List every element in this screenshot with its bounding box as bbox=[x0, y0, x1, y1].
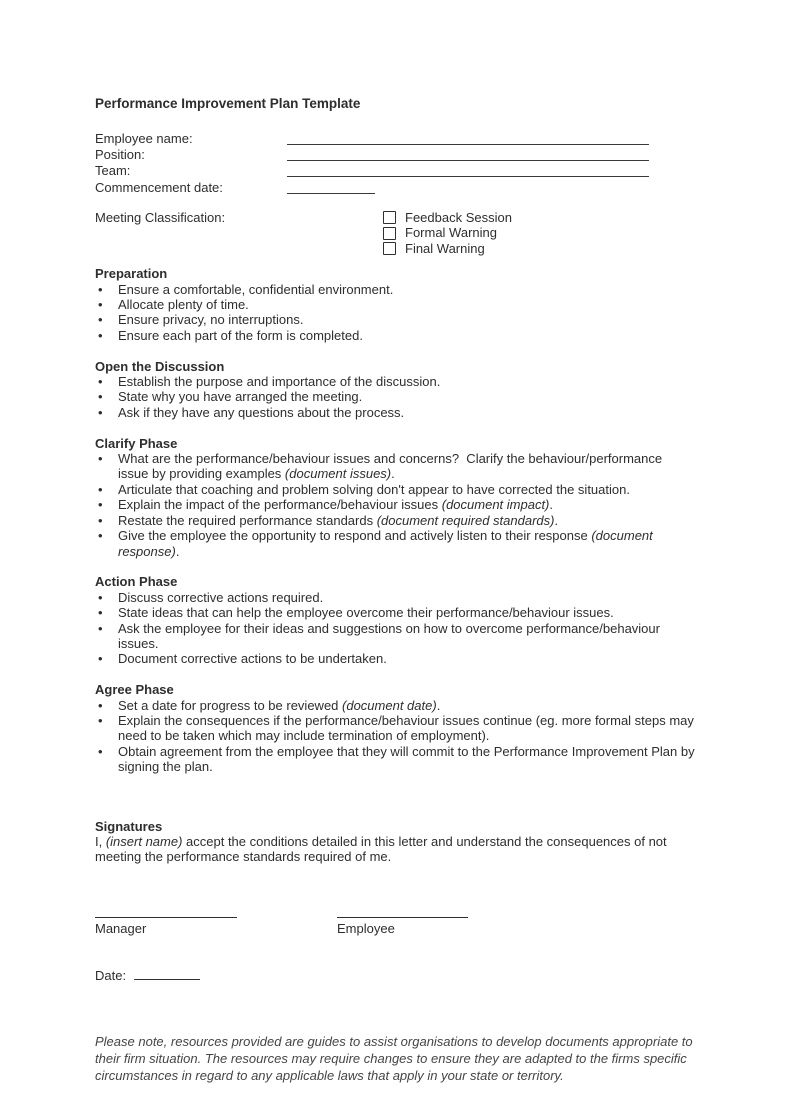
bullet-marker: • bbox=[98, 512, 103, 528]
signature-spacer bbox=[237, 917, 337, 937]
section-title: Action Phase bbox=[95, 574, 178, 590]
bullet-marker: • bbox=[98, 404, 103, 420]
form-field-row bbox=[95, 180, 695, 196]
bullet-item bbox=[95, 528, 695, 559]
bullet-marker: • bbox=[98, 651, 103, 667]
bullet-marker: • bbox=[98, 497, 103, 513]
meeting-option-label: Formal Warning bbox=[405, 225, 497, 241]
date-row bbox=[95, 967, 695, 984]
meeting-option bbox=[383, 225, 512, 240]
bullet-text: Ensure privacy, no interruptions. bbox=[118, 312, 304, 328]
meeting-options bbox=[383, 210, 512, 256]
page-title: Performance Improvement Plan Template bbox=[95, 96, 361, 111]
bullet-text: Ensure a comfortable, confidential environment. bbox=[118, 281, 394, 297]
bullet-item bbox=[95, 590, 695, 605]
field-input-line[interactable] bbox=[287, 147, 649, 161]
bullet-text: Give the employee the opportunity to respond and actively listen to their response (document response). bbox=[118, 528, 657, 559]
field-input-line[interactable] bbox=[287, 180, 375, 194]
date-label: Date: bbox=[95, 968, 127, 984]
bullet-item bbox=[95, 497, 695, 512]
bullet-text: Ask the employee for their ideas and suggestions on how to overcome performance/behaviour issues. bbox=[118, 620, 664, 651]
bullet-marker: • bbox=[98, 589, 103, 605]
bullet-marker: • bbox=[98, 743, 103, 759]
checkbox[interactable] bbox=[383, 242, 396, 255]
field-label: Employee name: bbox=[95, 130, 193, 146]
section-title: Agree Phase bbox=[95, 682, 174, 698]
manager-signature-block bbox=[95, 917, 237, 937]
signatures-title: Signatures bbox=[95, 818, 163, 834]
bullet-item bbox=[95, 405, 695, 420]
bullet-text: Discuss corrective actions required. bbox=[118, 589, 324, 605]
bullet-marker: • bbox=[98, 389, 103, 405]
bullet-text: Restate the required performance standards (document required standards). bbox=[118, 512, 559, 528]
manager-signature-line[interactable] bbox=[95, 917, 237, 918]
bullet-marker: • bbox=[98, 451, 103, 467]
fields bbox=[95, 131, 695, 197]
bullet-item bbox=[95, 743, 699, 775]
field-label: Commencement date: bbox=[95, 179, 223, 195]
field-label: Position: bbox=[95, 146, 145, 162]
bullet-text: Ask if they have any questions about the process. bbox=[118, 404, 405, 420]
section-title: Preparation bbox=[95, 266, 168, 282]
bullet-marker: • bbox=[98, 481, 103, 497]
bullet-text: Obtain agreement from the employee that they will commit to the Performance Improvement Plan by signing the plan. bbox=[118, 743, 699, 775]
bullet-text: Ensure each part of the form is completed. bbox=[118, 327, 363, 343]
checkbox[interactable] bbox=[383, 227, 396, 240]
bullet-text: Allocate plenty of time. bbox=[118, 297, 249, 313]
meeting-option-label: Final Warning bbox=[405, 240, 485, 256]
bullet-marker: • bbox=[98, 697, 103, 713]
footer-note: Please note, resources provided are guides to assist organisations to develop documents appropriate to their firm situation. The resources may require changes to ensure they are adapted to the firms specific circumstances in regard to any applicable laws that apply in your state or territory. bbox=[95, 1033, 693, 1083]
employee-label: Employee bbox=[337, 920, 395, 936]
meeting-option-label: Feedback Session bbox=[405, 210, 512, 226]
sections bbox=[95, 266, 699, 775]
bullet-marker: • bbox=[98, 605, 103, 621]
bullet-item bbox=[95, 282, 695, 297]
employee-signature-block bbox=[337, 917, 468, 937]
bullet-marker: • bbox=[98, 281, 103, 297]
signature-lines bbox=[95, 917, 695, 937]
bullet-item bbox=[95, 297, 695, 312]
bullet-item bbox=[95, 513, 695, 528]
field-label: Team: bbox=[95, 163, 131, 179]
bullet-text: State ideas that can help the employee overcome their performance/behaviour issues. bbox=[118, 605, 614, 621]
form-field-row bbox=[95, 163, 695, 179]
bullet-item bbox=[95, 698, 695, 713]
bullet-item bbox=[95, 651, 695, 666]
bullet-text: Document corrective actions to be undertaken. bbox=[118, 651, 387, 667]
employee-signature-line[interactable] bbox=[337, 917, 468, 918]
bullet-marker: • bbox=[98, 528, 103, 544]
meeting-classification-label: Meeting Classification: bbox=[95, 210, 226, 226]
bullet-marker: • bbox=[98, 312, 103, 328]
bullet-text: State why you have arranged the meeting. bbox=[118, 389, 363, 405]
bullet-marker: • bbox=[98, 374, 103, 390]
field-input-line[interactable] bbox=[287, 163, 649, 177]
form-field-row bbox=[95, 131, 695, 147]
date-input-line[interactable] bbox=[134, 967, 200, 980]
bullet-marker: • bbox=[98, 620, 103, 636]
bullet-item bbox=[95, 374, 695, 389]
bullet-text: Explain the impact of the performance/behaviour issues (document impact). bbox=[118, 497, 554, 513]
bullet-text: What are the performance/behaviour issues and concerns? Clarify the behaviour/performance issue by providing examples (document issues). bbox=[118, 451, 666, 482]
field-input-line[interactable] bbox=[287, 131, 649, 145]
form-field-row bbox=[95, 147, 695, 163]
checkbox[interactable] bbox=[383, 211, 396, 224]
signatures-section bbox=[95, 819, 695, 984]
bullet-item bbox=[95, 328, 695, 343]
meeting-option bbox=[383, 210, 512, 225]
bullet-item bbox=[95, 605, 695, 620]
bullet-item bbox=[95, 312, 695, 327]
meeting-option bbox=[383, 241, 512, 256]
bullet-item bbox=[95, 712, 698, 744]
bullet-text: Explain the consequences if the performance/behaviour issues continue (eg. more formal steps may need to be taken which may include termination of employment). bbox=[118, 712, 698, 744]
meeting-classification bbox=[95, 210, 695, 256]
section-title: Open the Discussion bbox=[95, 358, 225, 374]
bullet-marker: • bbox=[98, 712, 103, 728]
bullet-item bbox=[95, 451, 695, 482]
bullet-marker: • bbox=[98, 327, 103, 343]
bullet-text: Set a date for progress to be reviewed (document date). bbox=[118, 697, 441, 713]
signature-statement: I, (insert name) accept the conditions detailed in this letter and understand the consequences of not meeting the performance standards required of me. bbox=[95, 833, 671, 865]
section-title: Clarify Phase bbox=[95, 435, 178, 451]
bullet-marker: • bbox=[98, 297, 103, 313]
bullet-item bbox=[95, 389, 695, 404]
bullet-item bbox=[95, 621, 695, 652]
bullet-item bbox=[95, 482, 695, 497]
manager-label: Manager bbox=[95, 920, 147, 936]
bullet-text: Establish the purpose and importance of the discussion. bbox=[118, 374, 441, 390]
bullet-text: Articulate that coaching and problem solving don't appear to have corrected the situation. bbox=[118, 481, 630, 497]
